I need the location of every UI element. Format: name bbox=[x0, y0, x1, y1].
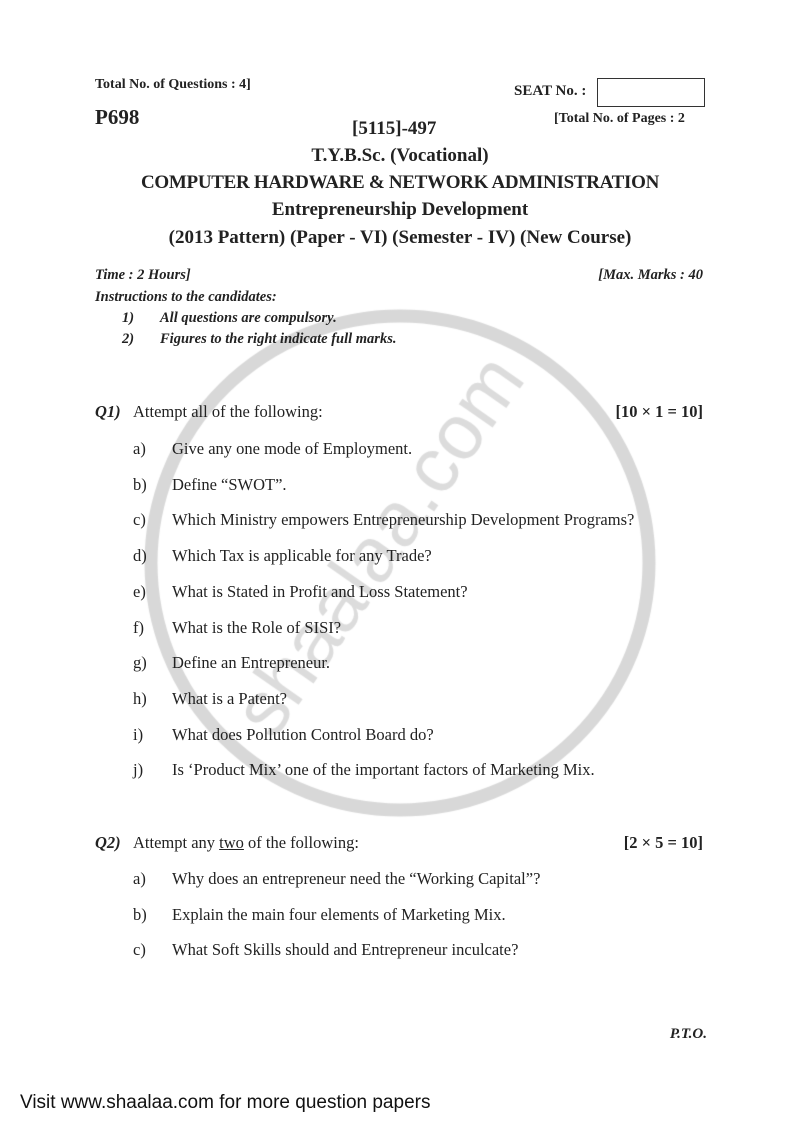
question-text: What is a Patent? bbox=[172, 688, 288, 708]
question-label: c) bbox=[133, 940, 146, 960]
question-text: Explain the main four elements of Marketing Mix. bbox=[172, 904, 506, 924]
q2-prompt-post: of the following: bbox=[243, 833, 359, 852]
q2-prompt-emphasis: two bbox=[219, 833, 244, 852]
max-marks: [Max. Marks : 40 bbox=[598, 267, 703, 283]
q2-number: Q2) bbox=[95, 833, 121, 852]
question-text: Give any one mode of Employment. bbox=[172, 439, 413, 458]
question-label: d) bbox=[133, 546, 147, 566]
question-label: b) bbox=[133, 474, 147, 494]
paper-code: P698 bbox=[95, 105, 140, 129]
q2-prompt-pre: Attempt any bbox=[133, 833, 220, 852]
subject-title: COMPUTER HARDWARE & NETWORK ADMINISTRATION bbox=[140, 172, 660, 193]
q1-prompt: Attempt all of the following: bbox=[133, 402, 323, 421]
question-text: What is the Role of SISI? bbox=[172, 617, 342, 637]
question-text: Which Tax is applicable for any Trade? bbox=[172, 546, 432, 566]
instruction-number: 1) bbox=[122, 310, 135, 326]
question-text: Define an Entrepreneur. bbox=[172, 653, 331, 673]
question-text: Define “SWOT”. bbox=[172, 474, 287, 494]
q1-marks: [10 × 1 = 10] bbox=[615, 402, 703, 421]
instruction-text: All questions are compulsory. bbox=[160, 310, 337, 326]
paper-title: Entrepreneurship Development bbox=[271, 199, 529, 220]
question-label: e) bbox=[133, 581, 146, 601]
question-label: a) bbox=[133, 869, 146, 888]
question-label: f) bbox=[133, 617, 144, 637]
total-pages: [Total No. of Pages : 2 bbox=[554, 111, 685, 126]
instructions-title: Instructions to the candidates: bbox=[95, 289, 277, 305]
seat-number-box bbox=[597, 78, 705, 107]
q1-number: Q1) bbox=[95, 402, 121, 421]
question-text: What is Stated in Profit and Loss Statement? bbox=[172, 581, 468, 601]
course-title: T.Y.B.Sc. (Vocational) bbox=[311, 145, 489, 166]
total-questions: Total No. of Questions : 4] bbox=[95, 77, 251, 92]
question-label: h) bbox=[133, 688, 147, 708]
question-text: Is ‘Product Mix’ one of the important factors of Marketing Mix. bbox=[172, 760, 595, 780]
instruction-text: Figures to the right indicate full marks. bbox=[160, 331, 397, 347]
question-text: What does Pollution Control Board do? bbox=[172, 724, 434, 744]
footer-link-text: Visit www.shaalaa.com for more question papers bbox=[20, 1092, 431, 1113]
q2-marks: [2 × 5 = 10] bbox=[623, 833, 703, 852]
question-label: i) bbox=[133, 724, 144, 744]
question-text: What Soft Skills should and Entrepreneur inculcate? bbox=[172, 940, 519, 960]
question-text: Why does an entrepreneur need the “Working Capital”? bbox=[172, 869, 541, 888]
question-text: Which Ministry empowers Entrepreneurship Development Programs? bbox=[172, 510, 635, 530]
question-label: c) bbox=[133, 510, 146, 530]
exam-code: [5115]-497 bbox=[352, 118, 437, 139]
seat-label: SEAT No. : bbox=[514, 83, 587, 99]
pattern: (2013 Pattern) (Paper - VI) (Semester - IV) (New Course) bbox=[168, 227, 632, 248]
question-label: a) bbox=[133, 439, 146, 458]
question-label: b) bbox=[133, 904, 147, 924]
time: Time : 2 Hours] bbox=[95, 267, 191, 283]
question-label: g) bbox=[133, 653, 147, 673]
question-label: j) bbox=[133, 760, 144, 780]
pto: P.T.O. bbox=[669, 1026, 707, 1042]
instruction-number: 2) bbox=[122, 331, 135, 347]
q2-prompt bbox=[133, 833, 359, 853]
